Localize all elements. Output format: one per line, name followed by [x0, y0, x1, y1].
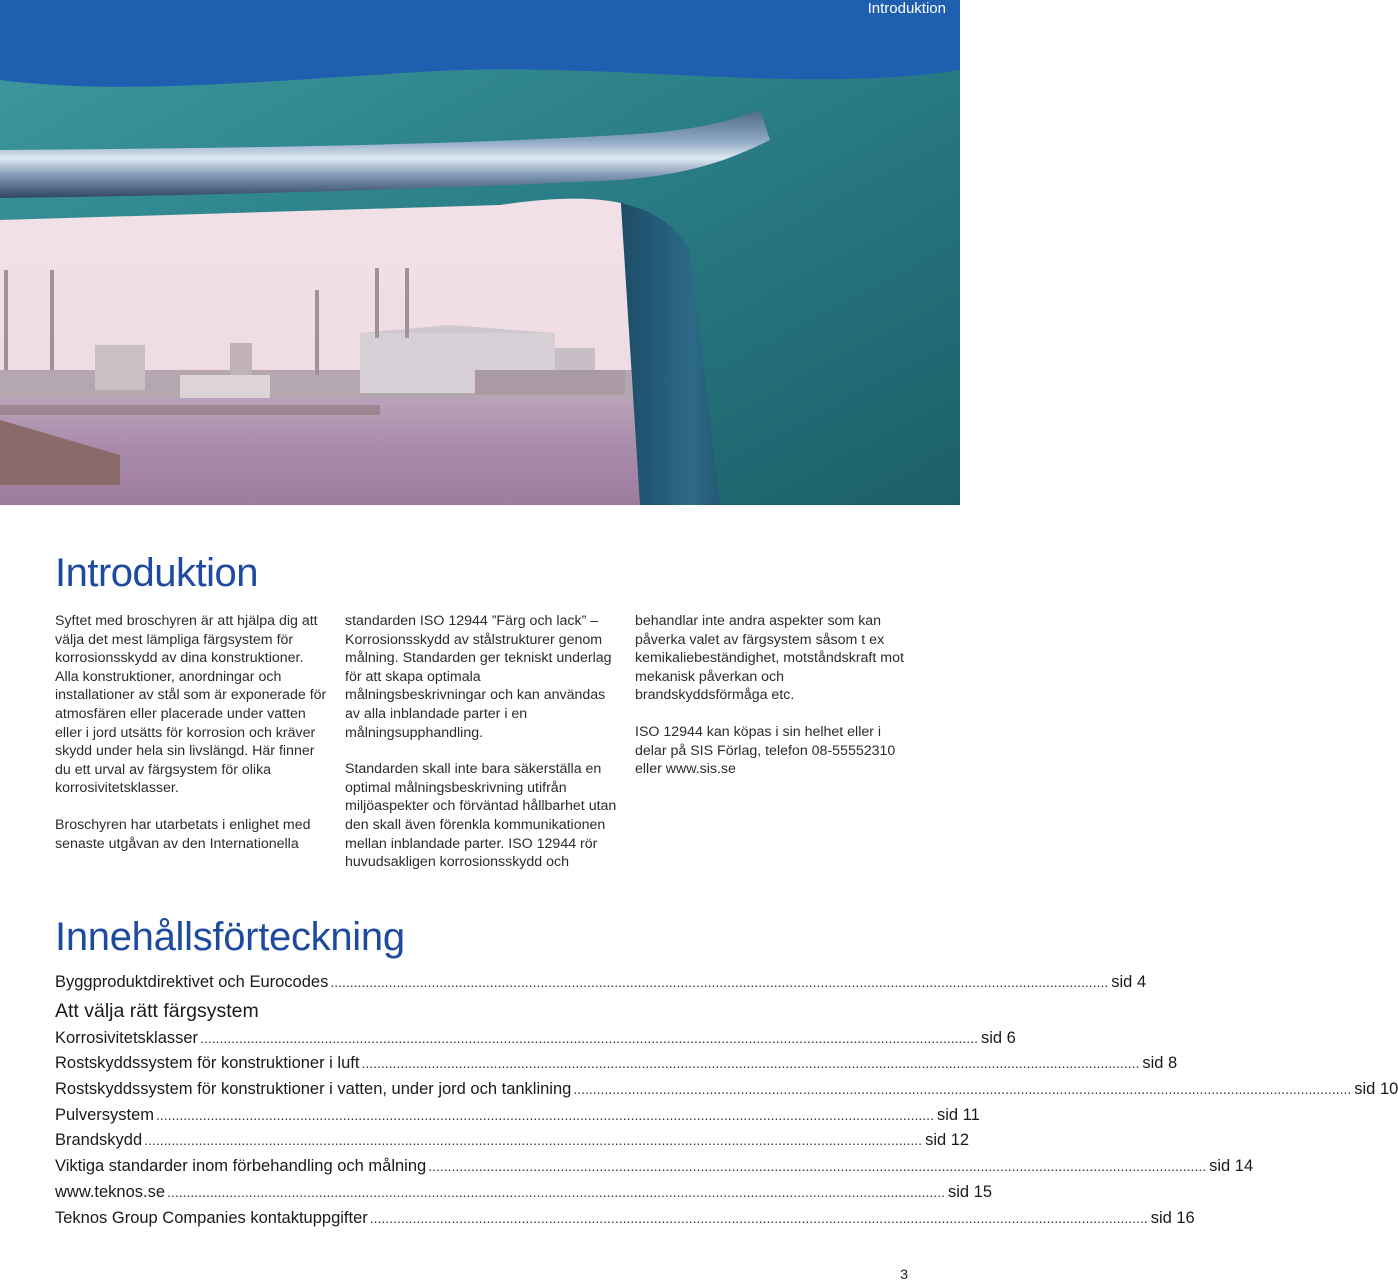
toc-leader-dots: ........................................................................................................................................................................................................	[156, 1106, 934, 1123]
page-number: 3	[900, 1266, 908, 1282]
intro-paragraph: behandlar inte andra aspekter som kan påverka valet av färgsystem såsom t ex kemikaliebeständighet, motståndskraft mot mekanisk påverkan och brandskyddsförmåga etc.	[635, 613, 904, 704]
intro-paragraph: ISO 12944 kan köpas i sin helhet eller i delar på SIS Förlag, telefon 08-55552310 eller www.sis.se	[635, 723, 896, 778]
toc-entry[interactable]	[55, 1129, 970, 1155]
toc-leader-dots: ........................................................................................................................................................................................................	[361, 1055, 1140, 1072]
toc-entry-label: Korrosivitetsklasser	[55, 1028, 199, 1047]
toc-leader-dots: ........................................................................................................................................................................................................	[144, 1132, 923, 1149]
toc-leader-dots: ........................................................................................................................................................................................................	[200, 1029, 978, 1046]
toc-entry-page: sid 15	[947, 1182, 993, 1201]
toc-entry-label: Teknos Group Companies kontaktuppgifter	[55, 1208, 368, 1227]
toc-entry-page: sid 14	[1209, 1157, 1254, 1176]
toc-entry-label: www.teknos.se	[55, 1182, 166, 1201]
toc-entry-label: Rostskyddssystem för konstruktioner i vatten, under jord och tanklining	[55, 1080, 572, 1099]
intro-paragraph: Syftet med broschyren är att hjälpa dig att välja det mest lämpliga färgsystem för korrosionsskydd av dina konstruktioner. Alla konstruktioner, anordningar och installationer av stål som är exponerade för atmosfären eller placerade under vatten eller i jord utsätts för korrosion och kräver skydd under hela sin livslängd. Här finner du ett urval av färgsystem för olika korrosivitetsklasser.	[55, 613, 327, 797]
toc-entry-page: sid 11	[936, 1105, 980, 1124]
intro-column-2	[345, 612, 620, 890]
toc-leader-dots: ........................................................................................................................................................................................................	[428, 1158, 1207, 1175]
toc-entry-page: sid 12	[925, 1131, 970, 1150]
toc-entry[interactable]	[55, 1207, 1195, 1233]
toc-entry-page: sid 8	[1142, 1054, 1178, 1073]
toc-leader-dots: ........................................................................................................................................................................................................	[167, 1183, 945, 1200]
toc-entry[interactable]	[55, 1052, 1178, 1078]
intro-paragraph: Standarden skall inte bara säkerställa en optimal målningsbeskrivning utifrån miljöaspekter och förväntad hållbarhet utan den skall även förenkla kommunikationen mellan inblandade parter. ISO 12944 rör huvudsakligen korrosionsskydd och	[345, 761, 617, 871]
toc-leader-dots: ........................................................................................................................................................................................................	[369, 1209, 1148, 1226]
toc-entry[interactable]	[55, 1181, 993, 1207]
toc-entry-label: Brandskydd	[55, 1131, 143, 1150]
toc-entry[interactable]	[55, 1104, 980, 1130]
toc-entry-page: sid 6	[980, 1028, 1016, 1047]
toc-entry[interactable]	[55, 971, 1147, 997]
toc-entry-page: sid 4	[1111, 973, 1147, 991]
toc-entry-page: sid 16	[1150, 1208, 1195, 1227]
section-label: Introduktion	[867, 0, 946, 17]
toc-group-heading-label: Att välja rätt färgsystem	[55, 999, 259, 1022]
page-title: Introduktion	[55, 551, 259, 595]
intro-column-3	[635, 612, 910, 797]
toc-entry[interactable]	[55, 1155, 1254, 1181]
table-of-contents	[55, 971, 1398, 1232]
toc-entry-label: Rostskyddssystem för konstruktioner i luft	[55, 1054, 360, 1073]
intro-column-1	[55, 612, 330, 871]
toc-title: Innehållsförteckning	[55, 915, 405, 959]
toc-entry-label: Viktiga standarder inom förbehandling och målning	[55, 1157, 427, 1176]
toc-leader-dots: ........................................................................................................................................................................................................	[573, 1081, 1352, 1098]
intro-paragraph: standarden ISO 12944 ”Färg och lack” – Korrosionsskydd av stålstrukturer genom målning. Standarden ger tekniskt underlag för att skapa optimala målningsbeskrivningar och kan användas av alla inblandade parter i en målningsupphandling.	[345, 613, 612, 741]
toc-entry-label: Pulversystem	[55, 1105, 155, 1124]
toc-entry[interactable]	[55, 1078, 1398, 1104]
toc-entry[interactable]	[55, 1027, 1016, 1053]
intro-paragraph: Broschyren har utarbetats i enlighet med senaste utgåvan av den Internationella	[55, 816, 311, 852]
hero-photo	[0, 0, 960, 505]
toc-entry-label: Byggproduktdirektivet och Eurocodes	[55, 973, 329, 991]
toc-group-heading	[55, 997, 715, 1027]
toc-leader-dots: ........................................................................................................................................................................................................	[330, 974, 1109, 990]
toc-entry-page: sid 10	[1354, 1080, 1398, 1099]
